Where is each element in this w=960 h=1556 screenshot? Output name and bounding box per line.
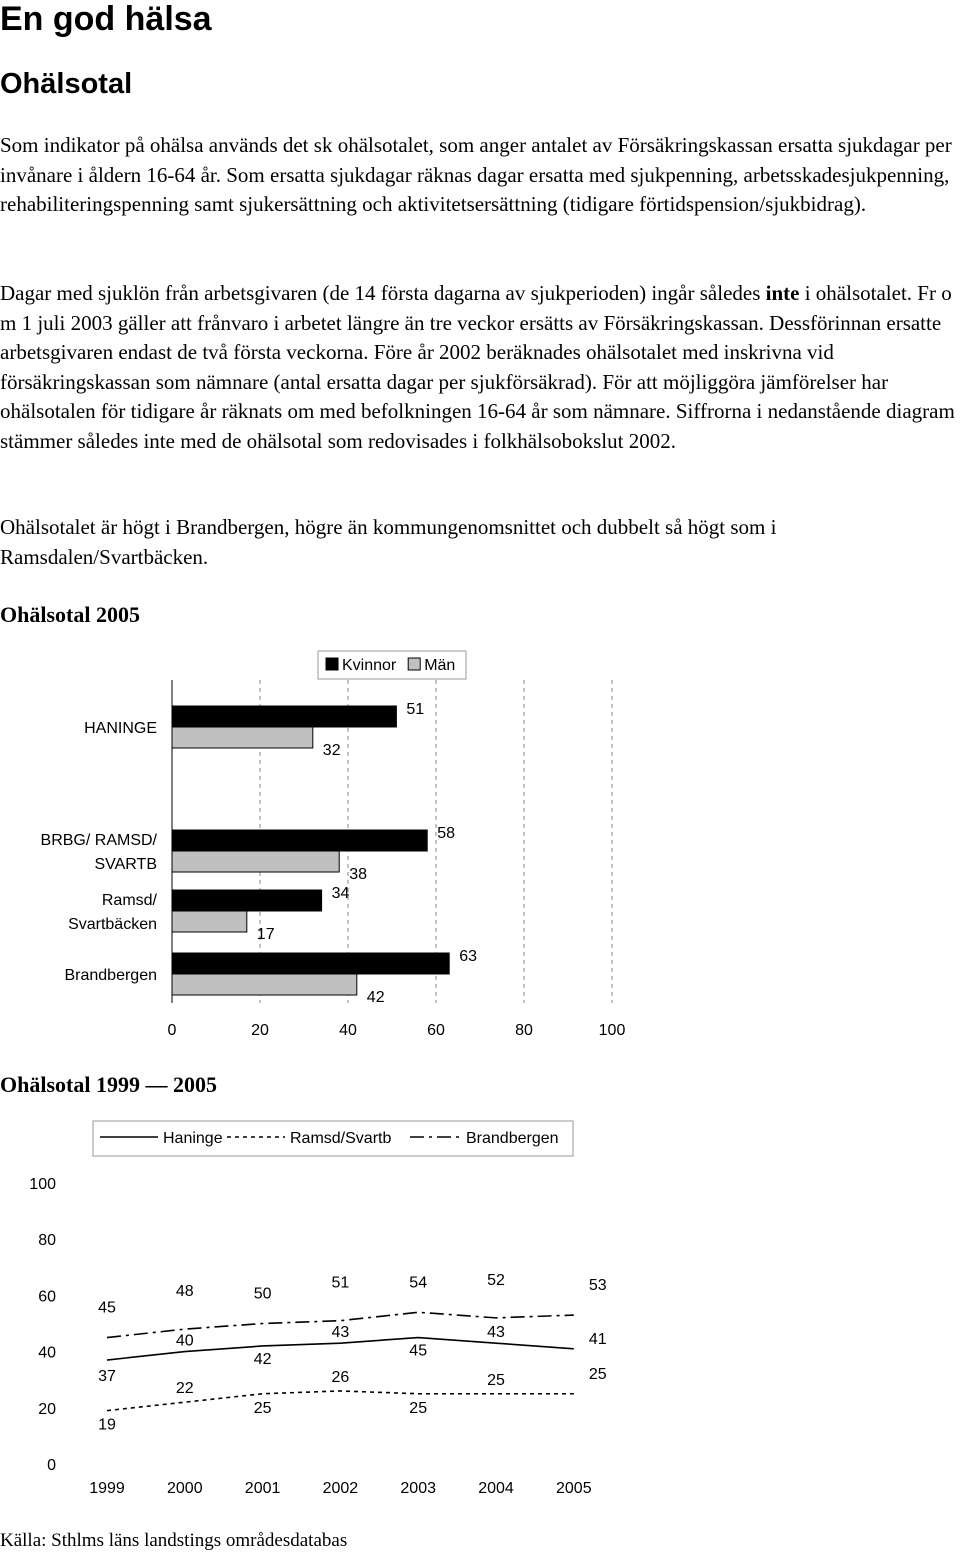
- line-data-label: 53: [588, 1277, 607, 1295]
- bar-data-label: 63: [459, 948, 477, 965]
- line-data-label: 22: [175, 1380, 194, 1398]
- bar: [172, 890, 322, 911]
- source-note: Källa: Sthlms läns landstings områdesdatabas: [0, 1530, 348, 1551]
- bar-category-label: HANINGE: [84, 720, 157, 737]
- line-data-label: 19: [98, 1416, 116, 1434]
- line-legend: [93, 1121, 573, 1156]
- page-title: En god hälsa: [0, 0, 212, 38]
- line-data-label: 50: [253, 1285, 272, 1303]
- definition-emphasis: inte: [765, 281, 800, 305]
- bar-x-tick-label: 100: [598, 1022, 626, 1039]
- bar-data-label: 38: [349, 866, 367, 883]
- line-data-label: 26: [331, 1368, 350, 1386]
- bar-x-tick-label: 80: [515, 1022, 533, 1039]
- line-data-label: 25: [409, 1399, 428, 1417]
- line-data-label: 41: [588, 1330, 607, 1348]
- bar-category-label: Ramsd/ Svartbäcken: [68, 892, 157, 933]
- line-legend-label: Haninge: [163, 1130, 223, 1147]
- line-data-label: 45: [98, 1299, 116, 1317]
- line-x-tick-label: 2000: [167, 1480, 203, 1497]
- line-chart-heading: Ohälsotal 1999 — 2005: [0, 1072, 217, 1097]
- bar: [172, 706, 396, 727]
- bar-x-tick-label: 40: [339, 1022, 357, 1039]
- line-data-label: 37: [98, 1368, 116, 1386]
- line-data-label: 54: [409, 1274, 428, 1292]
- bar: [172, 727, 313, 748]
- bar-category-label: BRBG/ RAMSD/ SVARTB: [40, 832, 157, 873]
- bar-legend-swatch: [326, 658, 338, 670]
- bar-data-label: 58: [437, 825, 455, 842]
- definition-text-start: Dagar med sjuklön från arbetsgivaren (de 14 första dagarna av sjukperioden) ingår således: [0, 281, 761, 305]
- line-legend-label: Brandbergen: [466, 1130, 559, 1147]
- line-x-tick-label: 2005: [556, 1480, 592, 1497]
- line-x-tick-label: 2002: [322, 1480, 359, 1497]
- bar-data-label: 32: [322, 742, 341, 759]
- bar-data-label: 51: [406, 701, 425, 718]
- line-data-label: 51: [331, 1274, 350, 1292]
- bar-x-tick-label: 60: [427, 1022, 445, 1039]
- bar-legend: [318, 651, 466, 679]
- bar-legend-label: Kvinnor: [342, 657, 397, 674]
- line-data-label: 43: [331, 1324, 350, 1342]
- definition-paragraph: [0, 279, 960, 456]
- line-y-tick-label: 0: [47, 1457, 56, 1474]
- line-legend-label: Ramsd/Svartb: [290, 1130, 392, 1147]
- bar-category-label: Brandbergen: [64, 967, 157, 984]
- line-y-tick-label: 20: [38, 1400, 56, 1418]
- bar-data-label: 17: [256, 926, 275, 943]
- line-chart: [0, 1110, 960, 1520]
- bar: [172, 953, 449, 974]
- line-y-tick-label: 80: [38, 1232, 56, 1250]
- definition-text-end: i ohälsotalet. Fr o m 1 juli 2003 gäller att frånvaro i arbetet längre än tre veckor ersätts av Försäkringskassan. Dessförinnan ersatte arbetsgivaren endast de två första veckorna. Före år 2002 beräknades ohälsotalet med inskrivna vid försäkringskassan som nämnare (antal ersatta dagar per sjukförsäkrad). För att möjliggöra jämförelser har ohälsotalen för tidigare år räknats om med befolkningen 16-64 år som nämnare. Siffrorna i nedanstående diagram stämmer således inte med de ohälsotal som redovisades i folkhälsobokslut 2002.: [0, 281, 955, 453]
- bar-legend-label: Män: [424, 657, 456, 674]
- bar: [172, 974, 357, 995]
- section-title: Ohälsotal: [0, 68, 133, 100]
- bar-data-label: 34: [331, 885, 350, 902]
- line-x-tick-label: 2001: [244, 1480, 281, 1497]
- intro-paragraph: Som indikator på ohälsa används det sk ohälsotalet, som anger antalet av Försäkringskassan ersatta sjukdagar per invånare i åldern 16-64 år. Som ersatta sjukdagar räknas dagar ersatta med sjukpenning, arbetsskadesjukpenning, rehabiliteringspenning samt sjukersättning och aktivitetsersättning (tidigare förtidspension/sjukbidrag).: [0, 133, 952, 216]
- bar-data-label: 42: [366, 989, 385, 1006]
- summary-paragraph: Ohälsotalet är högt i Brandbergen, högre än kommungenomsnittet och dubbelt så högt som i Ramsdalen/Svartbäcken.: [0, 515, 777, 569]
- bar-x-tick-label: 20: [251, 1022, 269, 1039]
- line-data-label: 25: [487, 1371, 505, 1389]
- line-data-label: 52: [487, 1271, 505, 1289]
- line-y-tick-label: 40: [38, 1344, 56, 1362]
- line-x-tick-label: 2003: [400, 1480, 436, 1497]
- line-y-tick-label: 60: [38, 1288, 56, 1306]
- line-data-label: 25: [253, 1399, 272, 1417]
- bar-chart-heading: Ohälsotal 2005: [0, 602, 140, 627]
- bar-x-tick-label: 0: [167, 1022, 177, 1039]
- line-data-label: 40: [175, 1332, 194, 1350]
- bar: [172, 851, 339, 872]
- line-data-label: 43: [487, 1324, 505, 1342]
- bar-chart: [0, 640, 960, 1050]
- bar-legend-swatch: [408, 658, 420, 670]
- line-data-label: 45: [409, 1342, 428, 1360]
- bar: [172, 911, 247, 932]
- bar: [172, 830, 427, 851]
- line-data-label: 48: [175, 1283, 194, 1301]
- line-x-tick-label: 2004: [478, 1480, 514, 1497]
- line-data-label: 25: [588, 1365, 607, 1383]
- line-y-tick-label: 100: [29, 1176, 56, 1193]
- line-x-tick-label: 1999: [89, 1480, 125, 1497]
- line-data-label: 42: [253, 1350, 272, 1368]
